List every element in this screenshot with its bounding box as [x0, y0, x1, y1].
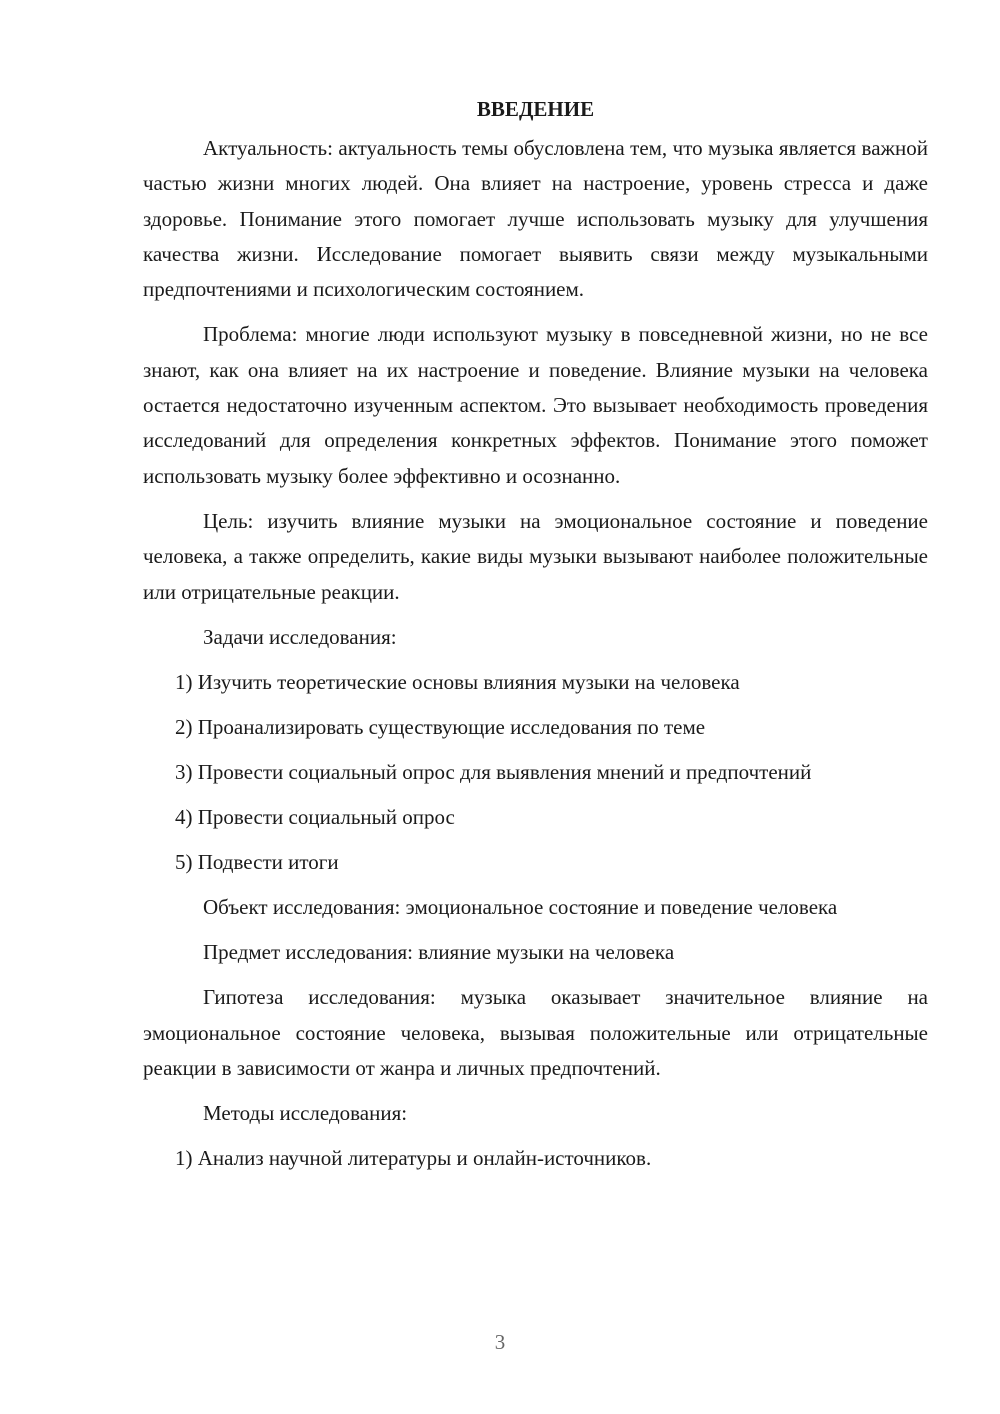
object-paragraph: Объект исследования: эмоциональное состояние и поведение человека: [203, 894, 838, 919]
tasks-list: [143, 665, 928, 880]
method-item: 1) Анализ научной литературы и онлайн-источников.: [175, 1146, 652, 1171]
problem-paragraph: Проблема: многие люди используют музыку в повседневной жизни, но не все знают, как она влияет на их настроение и поведение. Влияние музыки на человека остается недостаточно изученным аспектом. Это вызывает необходимость проведения исследований для определения конкретных эффектов. Понимание этого поможет использовать музыку более эффективно и осознанно.: [143, 322, 928, 488]
task-item: 4) Провести социальный опрос: [175, 804, 455, 829]
relevance-paragraph: Актуальность: актуальность темы обусловлена тем, что музыка является важной частью жизни многих людей. Она влияет на настроение, уровень стресса и даже здоровье. Понимание этого помогает лучше использовать музыку для улучшения качества жизни. Исследование помогает выявить связи между музыкальными предпочтениями и психологическим состоянием.: [143, 136, 928, 302]
page-number: 3: [494, 1330, 506, 1354]
task-item: 3) Провести социальный опрос для выявления мнений и предпочтений: [175, 759, 812, 784]
methods-heading: Методы исследования:: [203, 1101, 408, 1126]
document-page: [143, 92, 928, 1186]
tasks-heading: Задачи исследования:: [203, 624, 397, 649]
methods-list: [143, 1141, 928, 1176]
task-item: 2) Проанализировать существующие исследования по теме: [175, 714, 706, 739]
subject-paragraph: Предмет исследования: влияние музыки на человека: [203, 940, 675, 965]
task-item: 1) Изучить теоретические основы влияния музыки на человека: [175, 669, 740, 694]
task-item: 5) Подвести итоги: [175, 849, 339, 874]
goal-paragraph: Цель: изучить влияние музыки на эмоциональное состояние и поведение человека, а также определить, какие виды музыки вызывают наиболее положительные или отрицательные реакции.: [143, 508, 928, 604]
hypothesis-paragraph: Гипотеза исследования: музыка оказывает значительное влияние на эмоциональное состояние человека, вызывая положительные или отрицательные реакции в зависимости от жанра и личных предпочтений.: [143, 985, 928, 1081]
section-title: ВВЕДЕНИЕ: [476, 97, 595, 121]
